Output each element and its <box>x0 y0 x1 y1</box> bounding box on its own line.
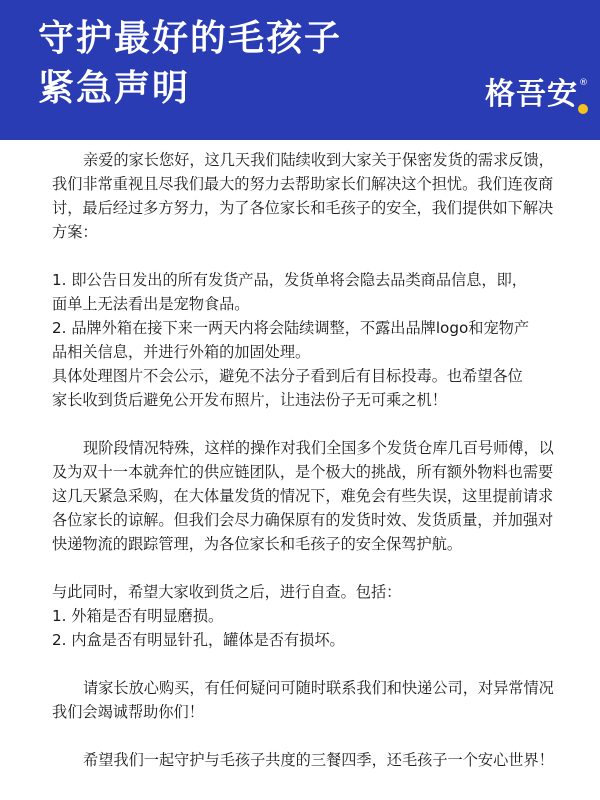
text-line: 方案： <box>52 223 98 241</box>
text-line: 我们会竭诚帮助你们！ <box>52 703 204 721</box>
title-line-1: 守护最好的毛孩子 <box>38 18 343 59</box>
paragraph-situation <box>52 436 572 556</box>
text-line: 请家长放心购买，有任何疑问可随时联系我们和快递公司，对异常情况 <box>83 679 554 697</box>
registered-mark: ® <box>579 78 588 88</box>
paragraph-solutions <box>52 268 572 412</box>
text-line: 面单上无法看出是宠物食品。 <box>52 295 250 313</box>
paragraph-closing <box>52 748 572 772</box>
text-line: 2. 内盒是否有明显针孔，罐体是否有损坏。 <box>52 631 345 649</box>
text-line: 具体处理图片不会公示，避免不法分子看到后有目标投毒。也希望各位 <box>52 367 523 385</box>
text-line: 1. 外箱是否有明显磨损。 <box>52 607 224 625</box>
page-title <box>38 14 342 114</box>
text-line: 现阶段情况特殊，这样的操作对我们全国多个发货仓库几百号师傅，以 <box>83 439 554 457</box>
text-line: 希望我们一起守护与毛孩子共度的三餐四季，还毛孩子一个安心世界！ <box>83 751 554 769</box>
text-line: 讨，最后经过多方努力，为了各位家长和毛孩子的安全，我们提供如下解决 <box>52 199 554 217</box>
text-line: 亲爱的家长您好，这几天我们陆续收到大家关于保密发货的需求反馈， <box>83 151 554 169</box>
paragraph-self-check <box>52 580 572 652</box>
text-line: 我们非常重视且尽我们最大的努力去帮助家长们解决这个担忧。我们连夜商 <box>52 175 554 193</box>
text-line: 各位家长的谅解。但我们会尽力确保原有的发货时效、发货质量，并加强对 <box>52 511 554 529</box>
text-line: 这几天紧急采购，在大体量发货的情况下，难免会有些失误，这里提前请求 <box>52 487 554 505</box>
text-line: 家长收到货后避免公开发布照片，让违法份子无可乘之机！ <box>52 391 447 409</box>
title-line-2: 紧急声明 <box>38 68 191 109</box>
text-line: 2. 品牌外箱在接下来一两天内将会陆续调整，不露出品牌logo和宠物产 <box>52 319 530 337</box>
text-line: 及为双十一本就奔忙的供应链团队，是个极大的挑战，所有额外物料也需要 <box>52 463 554 481</box>
text-line: 快递物流的跟踪管理，为各位家长和毛孩子的安全保驾护航。 <box>52 535 463 553</box>
paragraph-contact <box>52 676 572 724</box>
text-line: 与此同时，希望大家收到货之后，进行自查。包括： <box>52 583 402 601</box>
paragraph-greeting <box>52 148 572 244</box>
statement-body <box>52 148 572 772</box>
header-banner <box>0 0 600 140</box>
brand-logo: 格吾安 <box>485 77 578 112</box>
text-line: 1. 即公告日发出的所有发货产品，发货单将会隐去品类商品信息，即， <box>52 271 527 289</box>
brand-dot-icon <box>578 104 588 114</box>
text-line: 品相关信息，并进行外箱的加固处理。 <box>52 343 311 361</box>
